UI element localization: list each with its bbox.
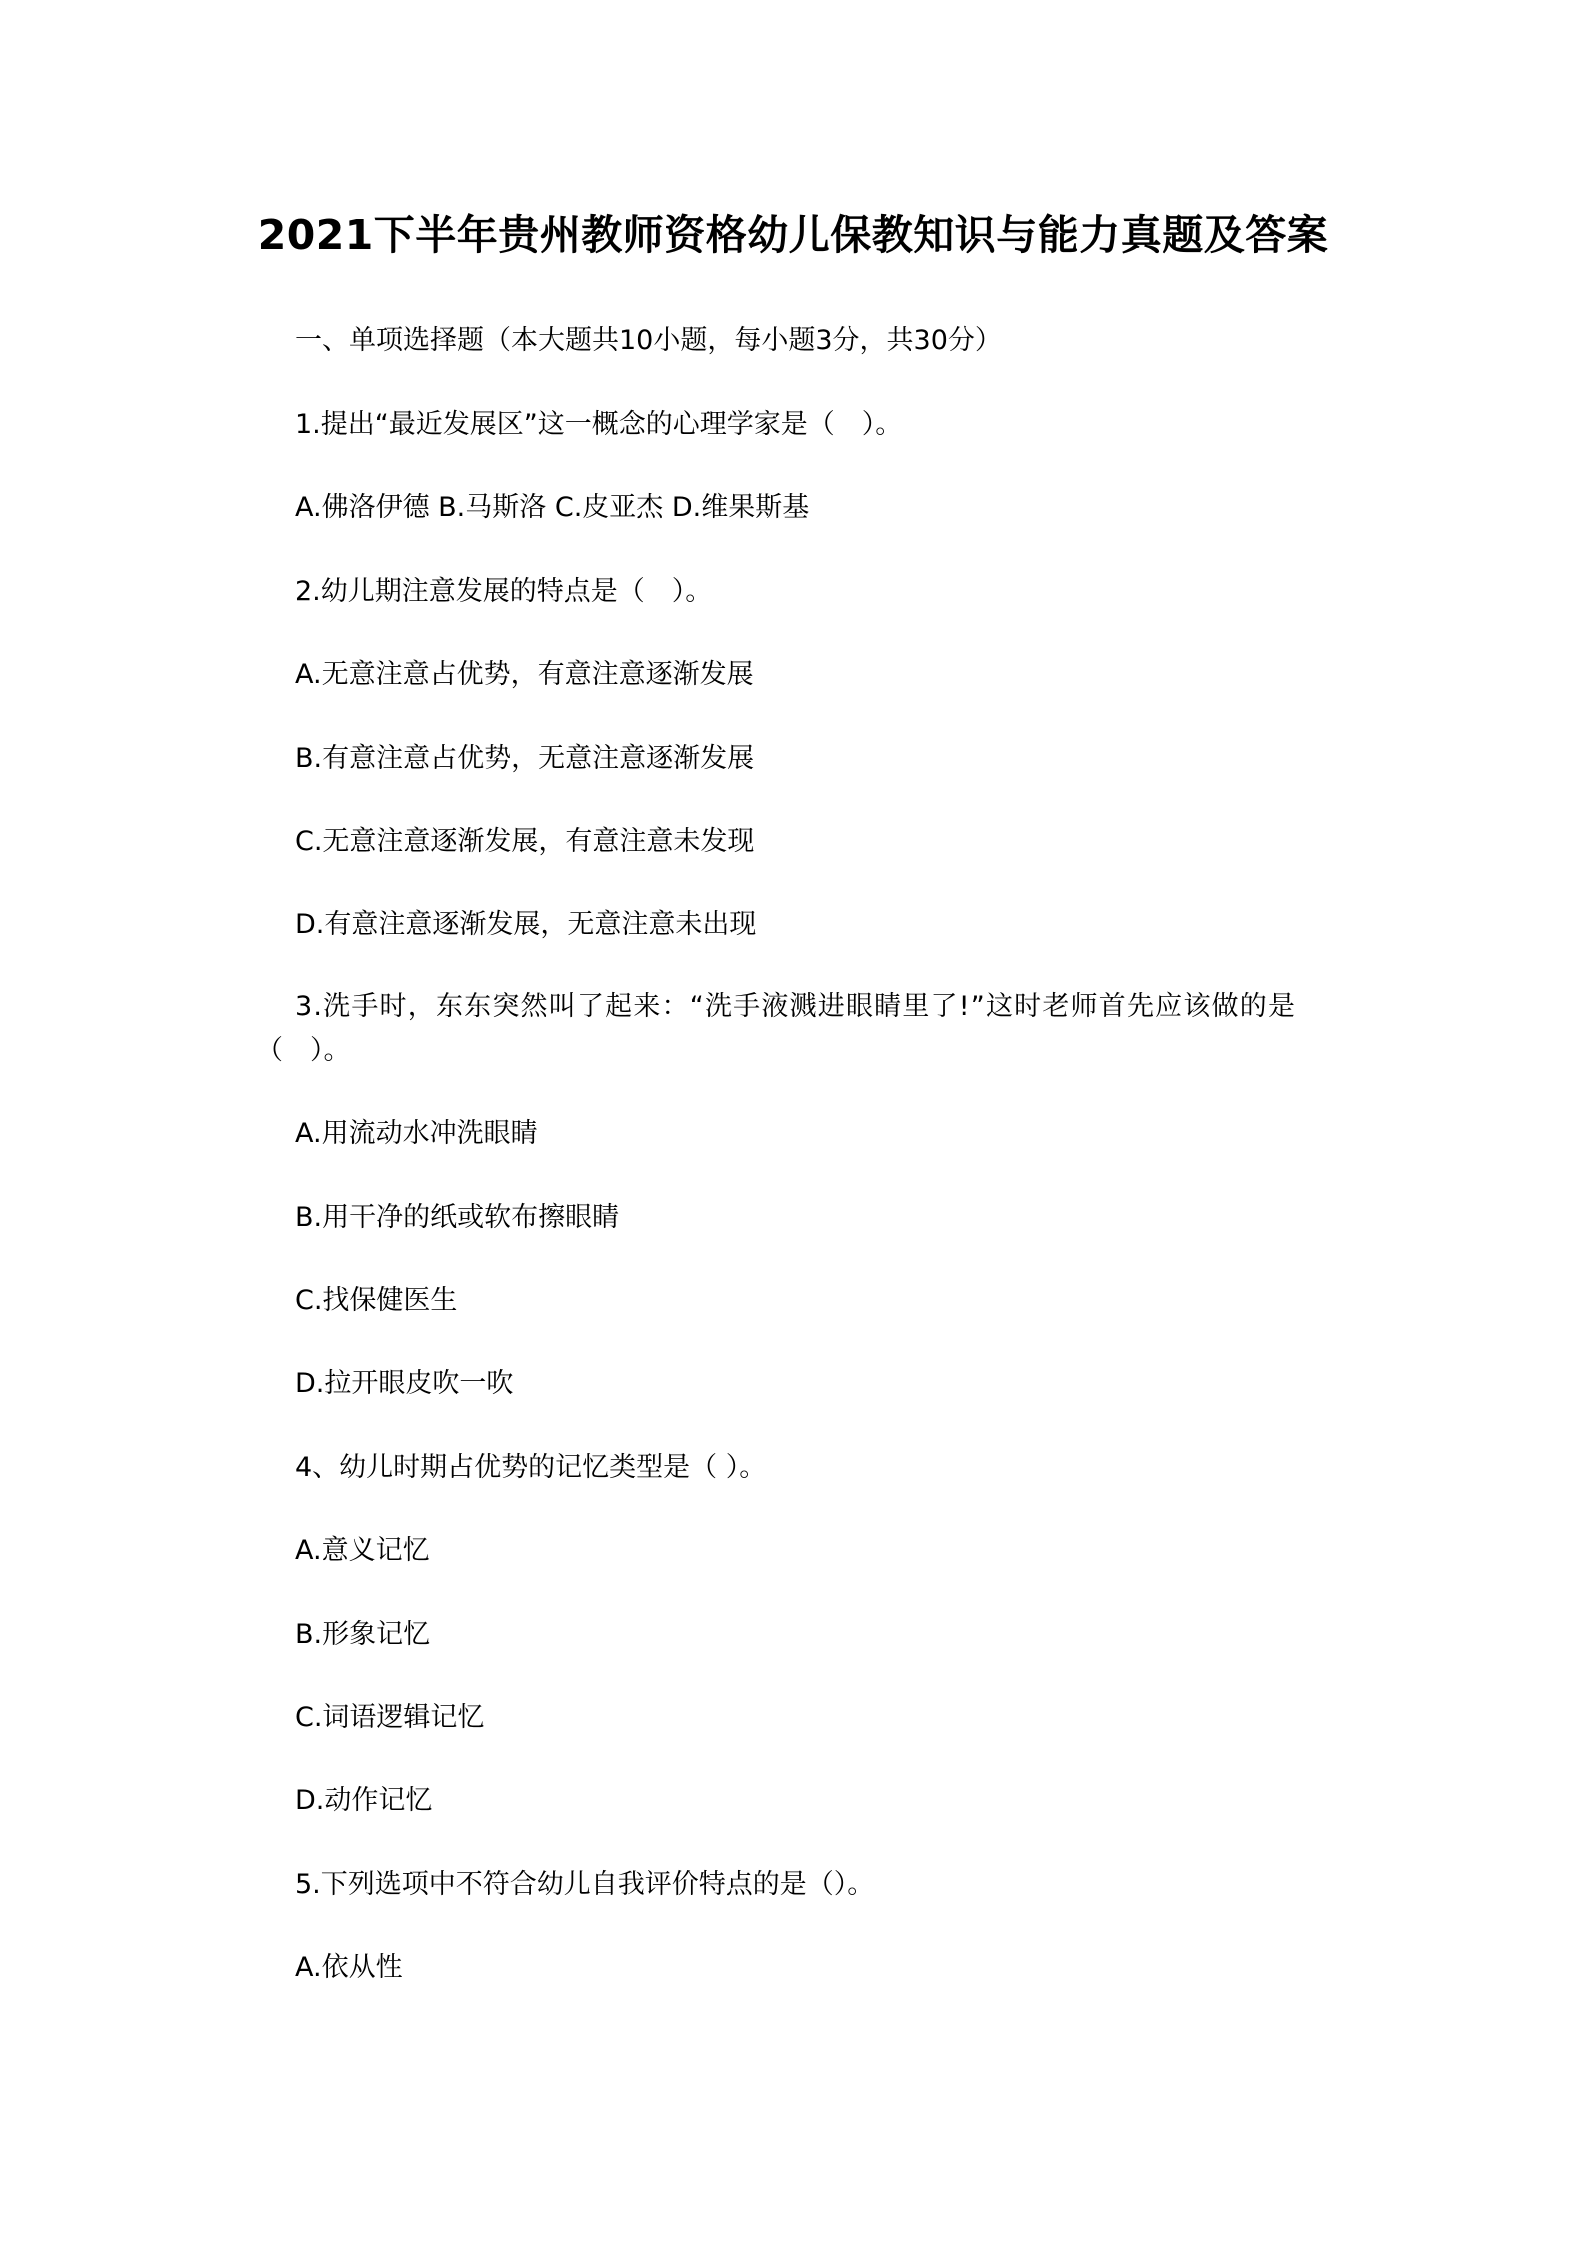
question-4-stem: 4、幼儿时期占优势的记忆类型是（ ）。 [295, 1452, 767, 1483]
question-1-stem: 1.提出“最近发展区”这一概念的心理学家是（ ）。 [295, 409, 903, 440]
question-2-option-d: D.有意注意逐渐发展，无意注意未出现 [295, 909, 757, 940]
document-title: 2021下半年贵州教师资格幼儿保教知识与能力真题及答案 [257, 211, 1329, 259]
question-2-option-b: B.有意注意占优势，无意注意逐渐发展 [295, 743, 755, 774]
question-3-stem [256, 985, 1356, 1073]
question-3-option-d: D.拉开眼皮吹一吹 [295, 1368, 514, 1399]
question-4-option-b: B.形象记忆 [295, 1619, 431, 1650]
question-2-option-c: C.无意注意逐渐发展，有意注意未发现 [295, 826, 755, 857]
question-4-option-d: D.动作记忆 [295, 1785, 433, 1816]
question-3-stem-line2: （ ）。 [256, 1035, 351, 1066]
question-1-options: A.佛洛伊德 B.马斯洛 C.皮亚杰 D.维果斯基 [295, 492, 810, 523]
section-heading: 一、单项选择题（本大题共10小题，每小题3分，共30分） [295, 325, 1002, 356]
question-4-option-a: A.意义记忆 [295, 1535, 430, 1566]
question-3-option-a: A.用流动水冲洗眼睛 [295, 1118, 538, 1149]
question-2-option-a: A.无意注意占优势，有意注意逐渐发展 [295, 659, 754, 690]
question-4-option-c: C.词语逻辑记忆 [295, 1702, 485, 1733]
question-5-option-a: A.依从性 [295, 1952, 403, 1983]
question-5-stem: 5.下列选项中不符合幼儿自我评价特点的是（）。 [295, 1869, 875, 1900]
question-3-option-c: C.找保健医生 [295, 1285, 458, 1316]
question-2-stem: 2.幼儿期注意发展的特点是（ ）。 [295, 576, 713, 607]
question-3-option-b: B.用干净的纸或软布擦眼睛 [295, 1202, 620, 1233]
question-3-stem-line1: 3.洗手时，东东突然叫了起来：“洗手液溅进眼睛里了!”这时老师首先应该做的是 [295, 991, 1297, 1022]
